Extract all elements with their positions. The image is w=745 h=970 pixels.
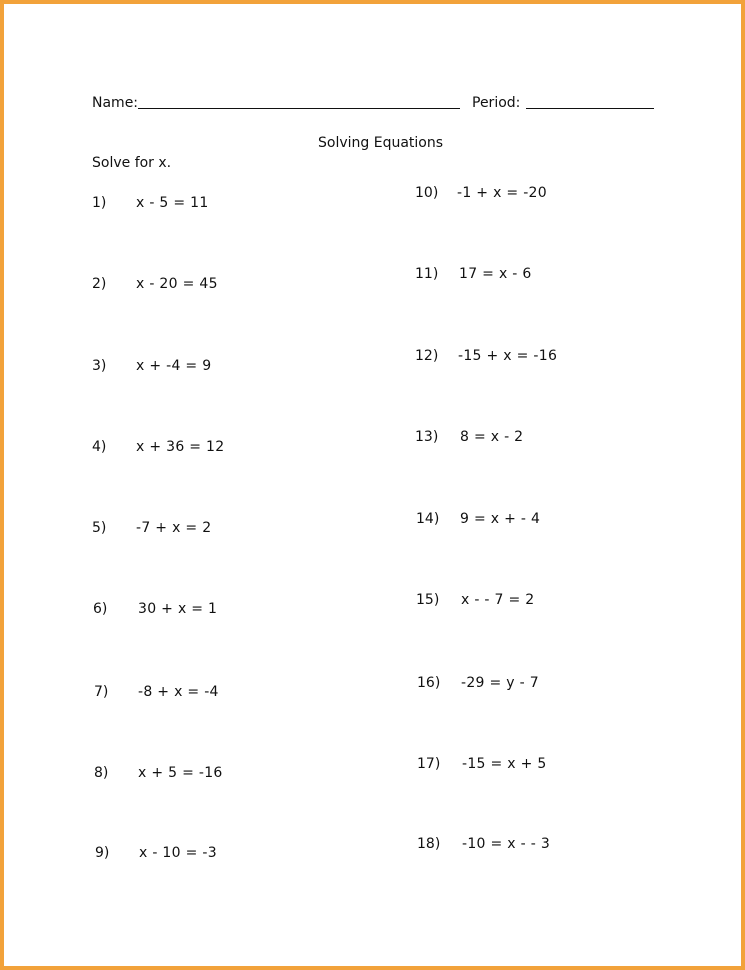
instructions: Solve for x.: [92, 155, 172, 171]
problem-number: 1): [92, 195, 107, 211]
problem-number: 14): [416, 511, 440, 527]
equation: x + 5 = -16: [138, 765, 223, 781]
problem-number: 2): [92, 276, 107, 292]
equation: x - - 7 = 2: [461, 592, 535, 608]
equation: x - 20 = 45: [136, 276, 218, 292]
equation: -15 + x = -16: [458, 348, 558, 364]
problem-number: 7): [94, 684, 109, 700]
page-title: Solving Equations: [318, 135, 444, 151]
equation: 30 + x = 1: [138, 601, 218, 617]
problem-number: 9): [95, 845, 110, 861]
equation: -10 = x - - 3: [462, 836, 551, 852]
problem-number: 3): [92, 358, 107, 374]
equation: -7 + x = 2: [136, 520, 212, 536]
equation: x + 36 = 12: [136, 439, 225, 455]
equation: -15 = x + 5: [462, 756, 547, 772]
problem-number: 8): [94, 765, 109, 781]
equation: 17 = x - 6: [459, 266, 532, 282]
problem-number: 12): [415, 348, 439, 364]
equation: -29 = y - 7: [461, 675, 539, 691]
problem-number: 11): [415, 266, 439, 282]
name-field-line[interactable]: [138, 108, 460, 109]
problem-number: 6): [93, 601, 108, 617]
equation: x + -4 = 9: [136, 358, 212, 374]
equation: 8 = x - 2: [460, 429, 524, 445]
period-label: Period:: [472, 95, 521, 111]
problem-number: 4): [92, 439, 107, 455]
equation: -1 + x = -20: [457, 185, 547, 201]
period-field-line[interactable]: [526, 108, 654, 109]
problem-number: 15): [416, 592, 440, 608]
problem-number: 16): [417, 675, 441, 691]
problem-number: 10): [415, 185, 439, 201]
problem-number: 13): [415, 429, 439, 445]
problem-number: 17): [417, 756, 441, 772]
name-label: Name:: [92, 95, 139, 111]
equation: x - 10 = -3: [139, 845, 217, 861]
problem-number: 18): [417, 836, 441, 852]
problem-number: 5): [92, 520, 107, 536]
equation: 9 = x + - 4: [460, 511, 541, 527]
equation: -8 + x = -4: [138, 684, 219, 700]
equation: x - 5 = 11: [136, 195, 209, 211]
